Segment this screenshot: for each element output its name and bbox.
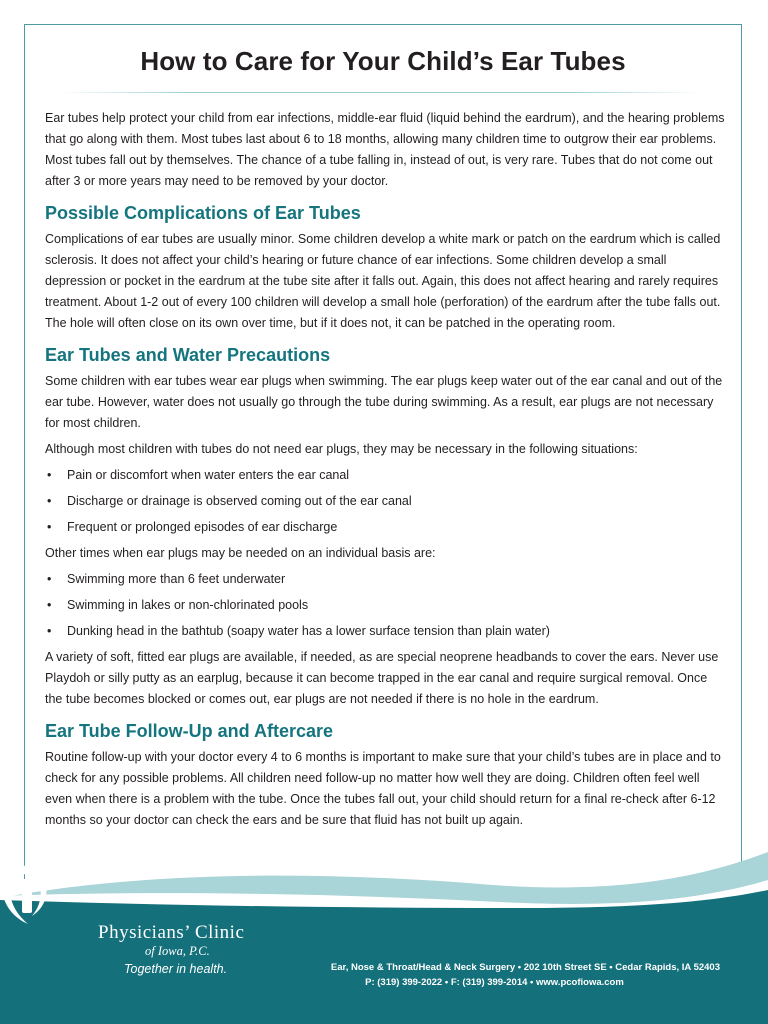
- water-paragraph-2: Although most children with tubes do not need ear plugs, they may be necessary in the following situations:: [45, 442, 638, 456]
- address-line: Ear, Nose & Throat/Head & Neck Surgery • 202 10th Street SE • Cedar Rapids, IA 52403: [330, 962, 720, 973]
- list-item-text: Swimming more than 6 feet underwater: [67, 572, 286, 586]
- individual-basis-list: [45, 569, 725, 642]
- list-item: [45, 465, 725, 486]
- clinic-logo-icon: [0, 850, 52, 926]
- title-divider: [60, 92, 700, 93]
- necessary-situations-list: [45, 465, 725, 538]
- water-paragraph-1: Some children with ear tubes wear ear plugs when swimming. The ear plugs keep water out of the ear canal and out of the ear tube. However, water does not usually go through the tube during swimming. As a result, ear plugs are not necessary for most children.: [45, 374, 723, 430]
- bullet-icon: •: [47, 572, 52, 586]
- bullet-icon: •: [47, 624, 52, 638]
- list-item: [45, 595, 725, 616]
- complications-paragraph: Complications of ear tubes are usually minor. Some children develop a white mark or patch on the eardrum which is called sclerosis. It does not affect your child’s hearing or future chance of ear infections. Some children develop a small depression or pocket in the eardrum at the tube site after it falls out. Again, this does not affect hearing and rarely requires treatment. About 1-2 out of every 100 children will develop a small hole (perforation) of the eardrum after the tube falls out. The hole will often close on its own over time, but if it does not, it can be patched in the operating room.: [45, 232, 721, 330]
- page-title: How to Care for Your Child’s Ear Tubes: [140, 46, 626, 76]
- bullet-icon: •: [47, 520, 52, 534]
- list-item-text: Pain or discomfort when water enters the ear canal: [67, 468, 350, 482]
- list-item: [45, 569, 725, 590]
- water-paragraph-3: Other times when ear plugs may be needed on an individual basis are:: [45, 546, 436, 560]
- bullet-icon: •: [47, 468, 52, 482]
- list-item-text: Frequent or prolonged episodes of ear discharge: [67, 520, 338, 534]
- footer-banner: [0, 850, 768, 1024]
- list-item: [45, 621, 725, 642]
- list-item-text: Dunking head in the bathtub (soapy water has a lower surface tension than plain water): [67, 624, 550, 638]
- phone-web-line: P: (319) 399-2022 • F: (319) 399-2014 • www.pcofiowa.com: [365, 977, 624, 988]
- intro-paragraph: Ear tubes help protect your child from ear infections, middle-ear fluid (liquid behind the eardrum), and the hearing problems that go along with them. Most tubes last about 6 to 18 months, allowing many children time to outgrow their ear problems. Most tubes fall out by themselves. The chance of a tube falling in, instead of out, is very rare. Tubes that do not come out after 3 or more years may need to be removed by your doctor.: [45, 111, 725, 188]
- clinic-name: Physicians’ Clinic: [98, 922, 245, 943]
- water-paragraph-4: A variety of soft, fitted ear plugs are available, if needed, as are special neoprene headbands to cover the ears. Never use Playdoh or silly putty as an earplug, because it can become trapped in the ear canal and require surgical removal. Once the tube becomes blocked or comes out, ear plugs are not needed if there is no hole in the eardrum.: [45, 650, 719, 706]
- bullet-icon: •: [47, 494, 52, 508]
- contact-info: [331, 960, 720, 990]
- main-content: [45, 108, 725, 836]
- list-item: [45, 517, 725, 538]
- list-item: [45, 491, 725, 512]
- list-item-text: Swimming in lakes or non-chlorinated pools: [67, 598, 309, 612]
- followup-heading: Ear Tube Follow-Up and Aftercare: [45, 721, 334, 741]
- bullet-icon: •: [47, 598, 52, 612]
- list-item-text: Discharge or drainage is observed coming out of the ear canal: [67, 494, 412, 508]
- clinic-tagline: Together in health.: [124, 962, 228, 976]
- clinic-subtitle: of Iowa, P.C.: [145, 944, 210, 958]
- water-heading: Ear Tubes and Water Precautions: [45, 345, 331, 365]
- followup-paragraph: Routine follow-up with your doctor every 4 to 6 months is important to make sure that your child’s tubes are in place and to check for any possible problems. All children need follow-up no matter how well they are doing. Children often feel well even when there is a problem with the tube. Once the tubes fall out, your child should return for a final re-check after 6-12 months so your doctor can check the ears and be sure that fluid has not built up again.: [45, 750, 721, 827]
- complications-heading: Possible Complications of Ear Tubes: [45, 203, 361, 223]
